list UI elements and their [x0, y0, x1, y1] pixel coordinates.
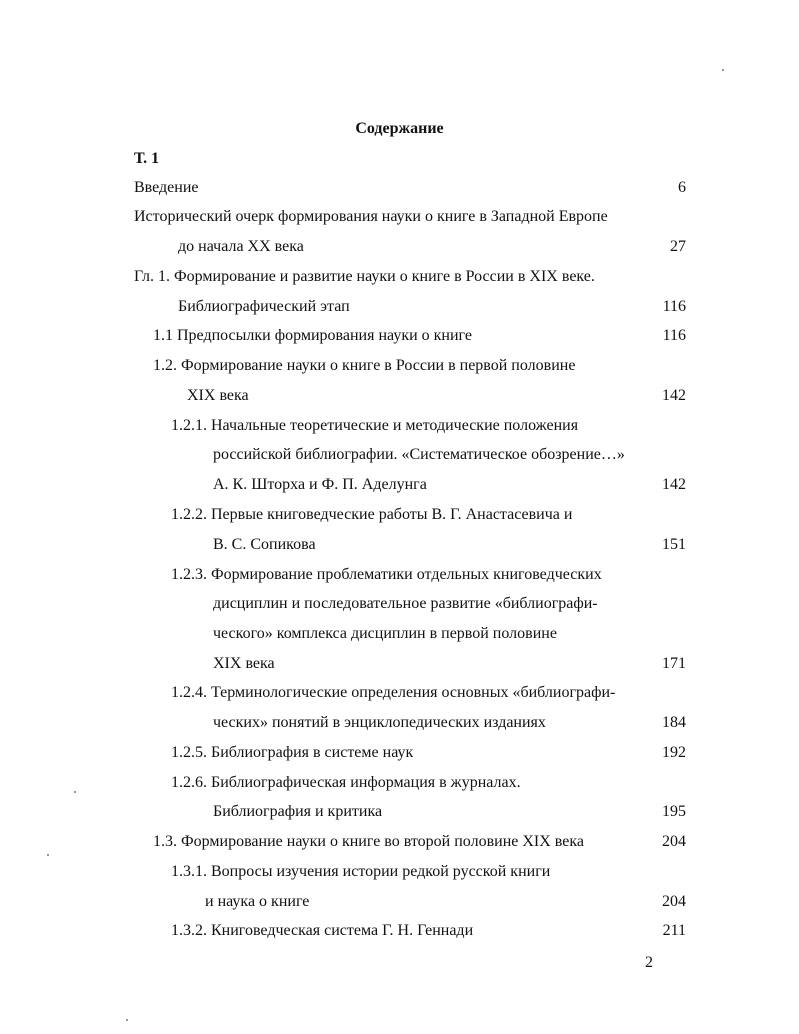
toc-line: 1.2.5. Библиография в системе наук [171, 744, 414, 761]
scan-speck [722, 69, 724, 71]
toc-page-number: 116 [662, 298, 686, 315]
toc-page-number: 204 [662, 893, 686, 910]
toc-line: 1.2.6. Библиографическая информация в журналах. [171, 774, 521, 791]
toc-line: А. К. Шторха и Ф. П. Аделунга [213, 476, 427, 493]
toc-line: 1.3.2. Книговедческая система Г. Н. Геннади [171, 922, 474, 939]
toc-line: 1.3.1. Вопросы изучения истории редкой русской книги [171, 863, 551, 880]
toc-line: дисциплин и последовательное развитие «библиографи- [213, 595, 598, 612]
toc-line: российской библиографии. «Систематическое обозрение…» [213, 446, 625, 463]
toc-line: 1.2.3. Формирование проблематики отдельных книговедческих [171, 566, 602, 583]
toc-line: 1.1 Предпосылки формирования науки о книге [153, 327, 472, 344]
toc-page-number: 211 [662, 922, 686, 939]
toc-page-number: 192 [662, 744, 686, 761]
toc-line: Введение [134, 179, 199, 196]
toc-line: Библиографический этап [178, 298, 350, 315]
toc-page-number: 142 [662, 476, 686, 493]
toc-line: Библиография и критика [213, 803, 383, 820]
toc-page-number: 6 [678, 179, 686, 196]
toc-page-number: 142 [662, 387, 686, 404]
toc-page-number: 27 [670, 238, 686, 255]
toc-line: В. С. Сопикова [213, 536, 316, 553]
toc-page-number: 151 [662, 536, 686, 553]
toc-line: XIX века [213, 655, 275, 672]
toc-line: XIX века [187, 387, 249, 404]
toc-page-number: 184 [662, 714, 686, 731]
scan-speck [47, 854, 49, 856]
scan-speck [74, 791, 76, 793]
toc-line: 1.2.2. Первые книговедческие работы В. Г. Анастасевича и [171, 506, 573, 523]
toc-line: ческого» комплекса дисциплин в первой половине [213, 625, 557, 642]
page-title: Содержание [355, 120, 444, 137]
toc-page-number: 116 [662, 327, 686, 344]
toc-page-number: 204 [662, 833, 686, 850]
toc-page-number: 171 [662, 655, 686, 672]
scan-speck [126, 1019, 128, 1021]
toc-line: и наука о книге [205, 893, 310, 910]
toc-line: 1.2.4. Терминологические определения основных «библиографи- [171, 684, 616, 701]
toc-page-number: 195 [662, 803, 686, 820]
volume-label: Т. 1 [134, 150, 160, 167]
toc-line: 1.3. Формирование науки о книге во второй половине XIX века [153, 833, 584, 850]
toc-line: 1.2. Формирование науки о книге в России в первой половине [153, 357, 576, 374]
toc-line: Исторический очерк формирования науки о книге в Западной Европе [134, 208, 608, 225]
toc-line: Гл. 1. Формирование и развитие науки о книге в России в XIX веке. [134, 268, 595, 285]
toc-line: до начала XX века [178, 238, 304, 255]
toc-line: 1.2.1. Начальные теоретические и методические положения [171, 417, 579, 434]
page-number: 2 [645, 954, 653, 971]
toc-line: ческих» понятий в энциклопедических изданиях [213, 714, 546, 731]
